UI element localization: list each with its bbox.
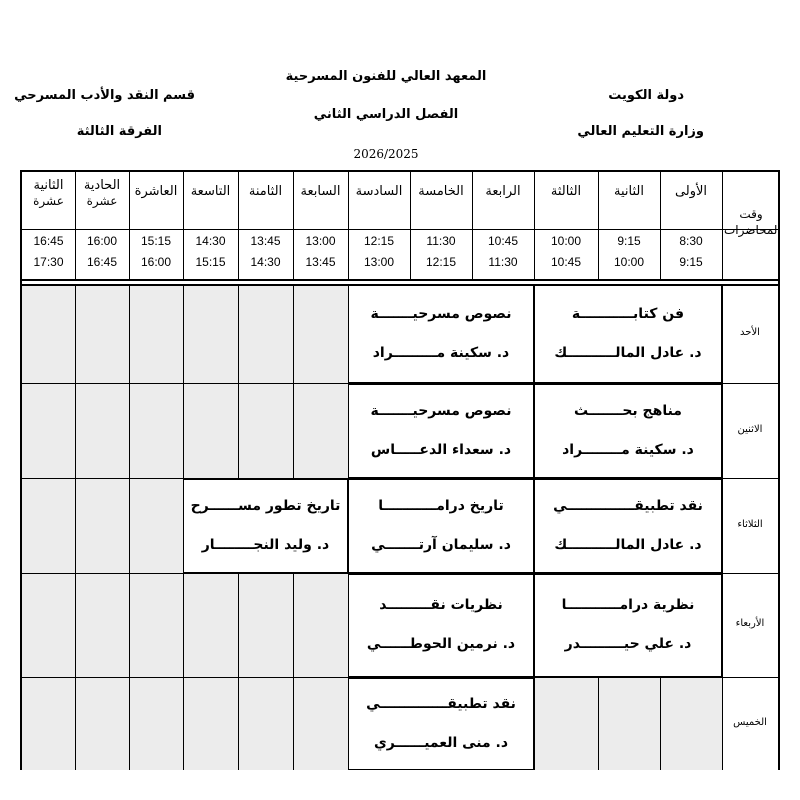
course-instructor: د. منى العميــــــري bbox=[373, 734, 509, 751]
period-time: 11:30 12:15 bbox=[425, 234, 457, 269]
grid-line bbox=[238, 284, 239, 383]
grid-line bbox=[293, 573, 294, 677]
ministry-name: وزارة التعليم العالي bbox=[577, 124, 704, 139]
course-entry bbox=[534, 478, 722, 573]
grid-line bbox=[183, 677, 184, 770]
grid-line bbox=[238, 677, 239, 770]
course-entry bbox=[534, 573, 722, 677]
grid-line bbox=[75, 383, 76, 478]
course-entry bbox=[534, 284, 722, 383]
grid-line bbox=[722, 172, 723, 279]
course-entry bbox=[183, 478, 348, 573]
period-time: 14:30 15:15 bbox=[195, 234, 226, 269]
grid-line bbox=[238, 383, 239, 478]
period-time: 9:15 10:00 bbox=[613, 234, 645, 269]
grid-line bbox=[75, 284, 76, 383]
course-entry bbox=[348, 284, 534, 383]
course-entry bbox=[348, 383, 534, 478]
course-title: تاريخ تطور مســــــرح bbox=[190, 497, 341, 514]
grid-line bbox=[75, 573, 76, 677]
course-instructor: د. سعداء الدعـــــاس bbox=[370, 441, 512, 458]
period-time: 10:45 11:30 bbox=[487, 234, 519, 269]
course-instructor: د. وليد النجــــــــار bbox=[201, 536, 330, 553]
course-instructor: د. عادل المالــــــــــك bbox=[554, 536, 702, 553]
grid-line bbox=[598, 677, 599, 770]
period-time: 13:45 14:30 bbox=[250, 234, 281, 269]
period-time: 16:00 16:45 bbox=[86, 234, 118, 269]
country-name: دولة الكويت bbox=[608, 88, 684, 103]
grid-line bbox=[183, 383, 184, 478]
period-time: 12:15 13:00 bbox=[363, 234, 395, 269]
course-entry bbox=[348, 573, 534, 677]
period-name: السابعة bbox=[300, 184, 341, 199]
period-name: السادسة bbox=[355, 184, 403, 199]
grid-line bbox=[22, 279, 778, 281]
period-time: 16:45 17:30 bbox=[33, 234, 64, 269]
period-time: 13:00 13:45 bbox=[305, 234, 336, 269]
day-label: الأربعاء bbox=[735, 618, 765, 629]
grid-line bbox=[129, 677, 130, 770]
course-instructor: د. سليمان آرتـــــــي bbox=[371, 536, 511, 553]
period-time: 15:15 16:00 bbox=[140, 234, 172, 269]
day-label: الخميس bbox=[733, 716, 767, 728]
period-name: الثانية bbox=[614, 184, 644, 199]
period-name: الخامسة bbox=[418, 184, 464, 199]
period-name: التاسعة bbox=[190, 184, 231, 199]
course-instructor: د. سكينة مــــــــراد bbox=[562, 441, 694, 458]
grid-line bbox=[534, 677, 535, 770]
period-name: الثامنة bbox=[248, 184, 283, 199]
day-label: الثلاثاء bbox=[737, 518, 763, 530]
period-name: الثانية عشرة bbox=[33, 178, 64, 208]
course-instructor: د. سكينة مـــــــــراد bbox=[372, 344, 510, 361]
grid-line bbox=[129, 284, 130, 383]
course-entry bbox=[534, 383, 722, 478]
course-title: نظريات نقـــــــــد bbox=[379, 597, 503, 613]
course-title: تاريخ درامـــــــــــا bbox=[378, 497, 504, 514]
course-entry bbox=[348, 478, 534, 573]
period-name: الثالثة bbox=[550, 184, 582, 199]
timetable bbox=[20, 170, 780, 770]
day-label: الأحد bbox=[740, 326, 760, 338]
period-name: الحادية عشرة bbox=[83, 178, 121, 208]
course-title: نقد تطبيقــــــــــــــي bbox=[553, 497, 703, 514]
grid-line bbox=[75, 677, 76, 770]
period-name: الأولى bbox=[674, 184, 708, 199]
grid-line bbox=[75, 478, 76, 573]
period-time: 8:30 9:15 bbox=[679, 234, 703, 269]
semester-label: الفصل الدراسي الثاني bbox=[313, 107, 459, 122]
course-title: نصوص مسرحيـــــــة bbox=[370, 305, 512, 322]
grid-line bbox=[129, 478, 130, 573]
grid-line bbox=[293, 383, 294, 478]
grid-line bbox=[293, 677, 294, 770]
course-title: مناهج بحـــــــث bbox=[574, 402, 682, 419]
course-instructor: د. علي حيـــــــــدر bbox=[564, 636, 692, 652]
academic-year: 2026/2025 bbox=[353, 147, 419, 161]
grid-line bbox=[293, 284, 294, 383]
grid-line bbox=[129, 573, 130, 677]
grid-line bbox=[183, 284, 184, 383]
department-name: قسم النقد والأدب المسرحي bbox=[14, 88, 195, 103]
period-name: العاشرة bbox=[134, 184, 178, 199]
course-instructor: د. نرمين الحوطــــــي bbox=[366, 636, 516, 652]
grid-line bbox=[129, 383, 130, 478]
grid-line bbox=[660, 677, 661, 770]
course-entry bbox=[348, 677, 534, 770]
course-instructor: د. عادل المالــــــــــك bbox=[554, 344, 702, 361]
grid-line bbox=[22, 229, 778, 230]
day-label: الاثنين bbox=[737, 423, 763, 435]
period-name: الرابعة bbox=[485, 184, 521, 199]
institute-name: المعهد العالي للفنون المسرحية bbox=[285, 69, 487, 84]
grid-line bbox=[183, 573, 184, 677]
course-title: نصوص مسرحيـــــــة bbox=[370, 402, 512, 419]
course-title: نقد تطبيقــــــــــــــي bbox=[366, 695, 516, 712]
class-level: الفرقة الثالثة bbox=[76, 124, 162, 139]
course-title: فن كتابـــــــــــة bbox=[571, 305, 685, 322]
course-title: نظرية درامـــــــــــا bbox=[561, 597, 695, 613]
lecture-time-header: وقت المحاضرات bbox=[724, 207, 781, 238]
grid-line bbox=[238, 573, 239, 677]
period-time: 10:00 10:45 bbox=[550, 234, 582, 269]
